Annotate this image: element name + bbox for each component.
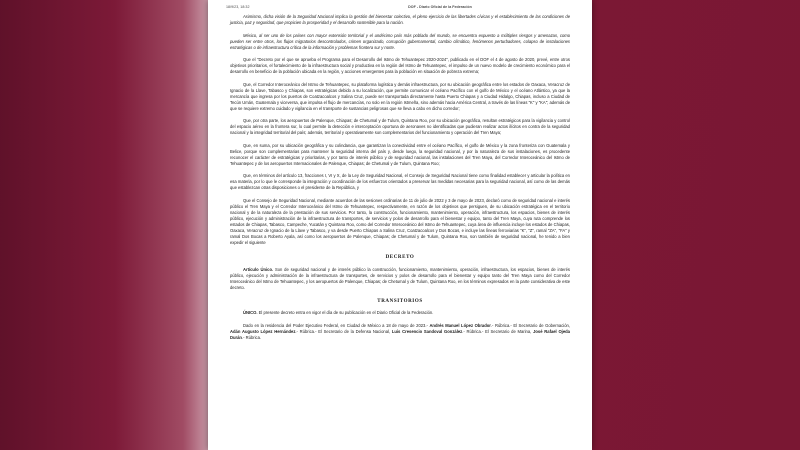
signature-sep-3: .- Rúbrica.- El Secretario de Marina,	[462, 328, 534, 334]
page-content	[208, 0, 592, 450]
article-label: Artículo Único.	[243, 266, 274, 272]
paragraph: Que, en suma, por su ubicación geográfica y su colindancia, que garantizan la conectividad entre el océano Pacífico, el golfo de México y la zona fronteriza con Guatemala y Belice, porque son complementarias para mantener la seguridad interna del país y, desde luego, la seguridad nacional, y por la naturaleza de sus instalaciones, es procedente reconocer el carácter de estratégicas y prioritarias, y por tanto de interés público y de seguridad nacional, las instalaciones del Tren Maya, del Corredor Interoceánico del Istmo de Tehuantepec y de los aeropuertos Internacionales de Palenque, Chiapas; de Chetumal y de Tulum, Quintana Roo;	[230, 142, 570, 166]
article-text: Son de seguridad nacional y de interés público la construcción, funcionamiento, mantenimiento, operación, infraestructura, los espacios, bienes de interés público, ejecución y administración de la infraestructura de transportes, de servicios y polos de desarrollo para el bienestar y equipo tanto del Tren Maya como del Corredor Interoceánico del Istmo de Tehuantepec, y los aeropuertos de Palenque, Chiapas; de Chetumal y de Tulum, Quintana Roo, en los términos expresados en la parte considerativa de este decreto.	[230, 266, 570, 290]
paragraph: Que, en términos del artículo 13, fracciones I, VI y X, de la Ley de Seguridad Nacional, el Consejo de Seguridad Nacional tiene como finalidad establecer y articular la política en esa materia, por lo que le corresponde la integración y coordinación de los esfuerzos orientados a preservar las medidas necesarias para la seguridad nacional, así como de las demás que establezcan otras disposiciones o el presidente de la República, y	[230, 173, 570, 190]
signatory-marina: José Rafael Ojeda Durán	[230, 328, 570, 340]
signatory-gobernacion: Adán Augusto López Hernández	[230, 328, 296, 334]
document-source-title: DOF - Diario Oficial de la Federación	[408, 5, 472, 9]
paragraph: Que el Consejo de Seguridad Nacional, mediante acuerdos de las sesiones ordinarias de 11 de julio de 2022 y 3 de mayo de 2023, declaró como de seguridad nacional e interés público el Tren Maya y el Corredor Interoceánico del Istmo de Tehuantepec, respectivamente, en razón de los objetivos que persiguen, de su ubicación estratégica en el territorio nacional y de la naturaleza de la prestación de sus servicios. Por tanto, la construcción, funcionamiento, mantenimiento, operación, infraestructura, los espacios, bienes de interés público, ejecución y administración de la infraestructura de transportes, de servicios y polos de desarrollo para el bienestar y equipo, tanto del Tren Maya, cuya ruta comprende los estados de Chiapas, Tabasco, Campeche, Yucatán y Quintana Roo, como del Corredor Interoceánico del Istmo de Tehuantepec, cuya área de influencia incluye los estados de Chiapas, Oaxaca, Veracruz de Ignacio de la Llave y Tabasco, y va desde Puerto Chiapas a Salina Cruz, Coatzacoalcos y Dos Bocas, e incluye las líneas ferroviarias "K", "Z", ramal "ZA", "FA" y ramal Dos Bocas a Roberto Ayala, así como los aeropuertos de Palenque, Chiapas; de Chetumal y de Tulum, Quintana Roo, son también de seguridad nacional, he tenido a bien expedir el siguiente	[230, 197, 570, 245]
signature-sep-4: .- Rúbrica.	[241, 334, 262, 340]
page-running-header	[226, 3, 578, 12]
decree-heading: DECRETO	[385, 254, 415, 260]
signature-sep-1: .- Rúbrica.- El Secretario de Gobernación,	[490, 322, 570, 328]
signature-block	[230, 323, 570, 341]
transitory-text: El presente decreto entra en vigor el día de su publicación en el Diario Oficial de la Federación.	[257, 310, 434, 315]
paragraph: México, al ser uno de los países con mayor extensión territorial y el undécimo país más poblado del mundo, se encuentra expuesto a múltiples riesgos y amenazas, como pueden ser entre otros, los flujos migratorios descontrolados, crimen organizado, corrupción gubernamental, cambio climático, fenómenos perturbadores, colapso de instalaciones estratégicas o de infraestructura crítica de la información y problemas frontera sur y norte.	[230, 32, 570, 50]
signatory-defensa: Luis Cresencio Sandoval González	[391, 328, 463, 334]
document-body	[230, 14, 570, 347]
transitory-heading: TRANSITORIOS	[377, 298, 423, 304]
document-page	[208, 0, 592, 450]
paragraph: Que el "Decreto por el que se aprueba el Programa para el Desarrollo del Istmo de Tehuantepec 2020-2024", publicado en el DOF el 4 de agosto de 2020, prevé, entre otros objetivos prioritarios, el fortalecimiento de la infraestructura social y productiva en la región del Istmo de Tehuantepec, el impulso de un nuevo modelo de crecimiento económico para el desarrollo en beneficio de la población ubicada en la región, y acciones emergentes para la población en situación de pobreza extrema;	[230, 57, 570, 74]
print-timestamp: 18/9/23, 18:32	[226, 5, 250, 9]
signature-lead: Dado en la residencia del Poder Ejecutivo Federal, en Ciudad de México a 18 de mayo de 2023.-	[243, 322, 430, 328]
signatory-president: Andrés Manuel López Obrador	[429, 322, 491, 328]
paragraph: Que, el Corredor Interoceánico del Istmo de Tehuantepec, su plataforma logística y demás infraestructura, por su ubicación geográfica entre los estados de Oaxaca, Veracruz de Ignacio de la Llave, Tabasco y Chiapas, son estratégicas debido a su localización, que permite comunicar el océano Pacífico con el golfo de México y el océano Atlántico, ya que la mercancía que ingresa por los puertos de Coatzacoalcos y Salina Cruz, puede ser transportada directamente hasta Puerto Chiapas y a Ciudad Hidalgo, Chiapas, incluso a Ciudad de Tecún Umán, Guatemala y viceversa, que impulsa el flujo de mercancías, no solo en la región Istmeña, sino además hacia América Central, a través de las líneas "K" y "KA"; además de que se requiere extremo cuidado y vigilancia en el transporte de sustancias peligrosas que se lleva a cabo en dicho corredor;	[230, 81, 570, 111]
article-unico-paragraph	[230, 267, 570, 291]
signature-sep-2: .- Rúbrica.- El Secretario de la Defensa Nacional,	[295, 328, 392, 334]
paragraph: Que, por otra parte, los aeropuertos de Palenque, Chiapas; de Chetumal y de Tulum, Quintana Roo, por su ubicación geográfica, resultan estratégicos para la vigilancia y control del espacio aéreo en la frontera sur, lo cual permite la detección e interceptación oportuna de aeronaves no identificadas que pudieran realizar actos ilícitos en contra de la seguridad nacional y la integridad territorial del país; además, territorial y operativamente son complementarios del funcionamiento y operación del Tren Maya;	[230, 118, 570, 135]
transitory-label: ÚNICO.	[243, 310, 258, 315]
paragraph: Asimismo, dicha visión de la Seguridad Nacional implica la gestión del bienestar colectivo, el pleno ejercicio de las libertades cívicas y el establecimiento de las condiciones de justicia, paz y seguridad, que propicien la prosperidad y el desarrollo sostenible para la nación.	[230, 14, 570, 25]
transitory-paragraph	[230, 310, 570, 316]
